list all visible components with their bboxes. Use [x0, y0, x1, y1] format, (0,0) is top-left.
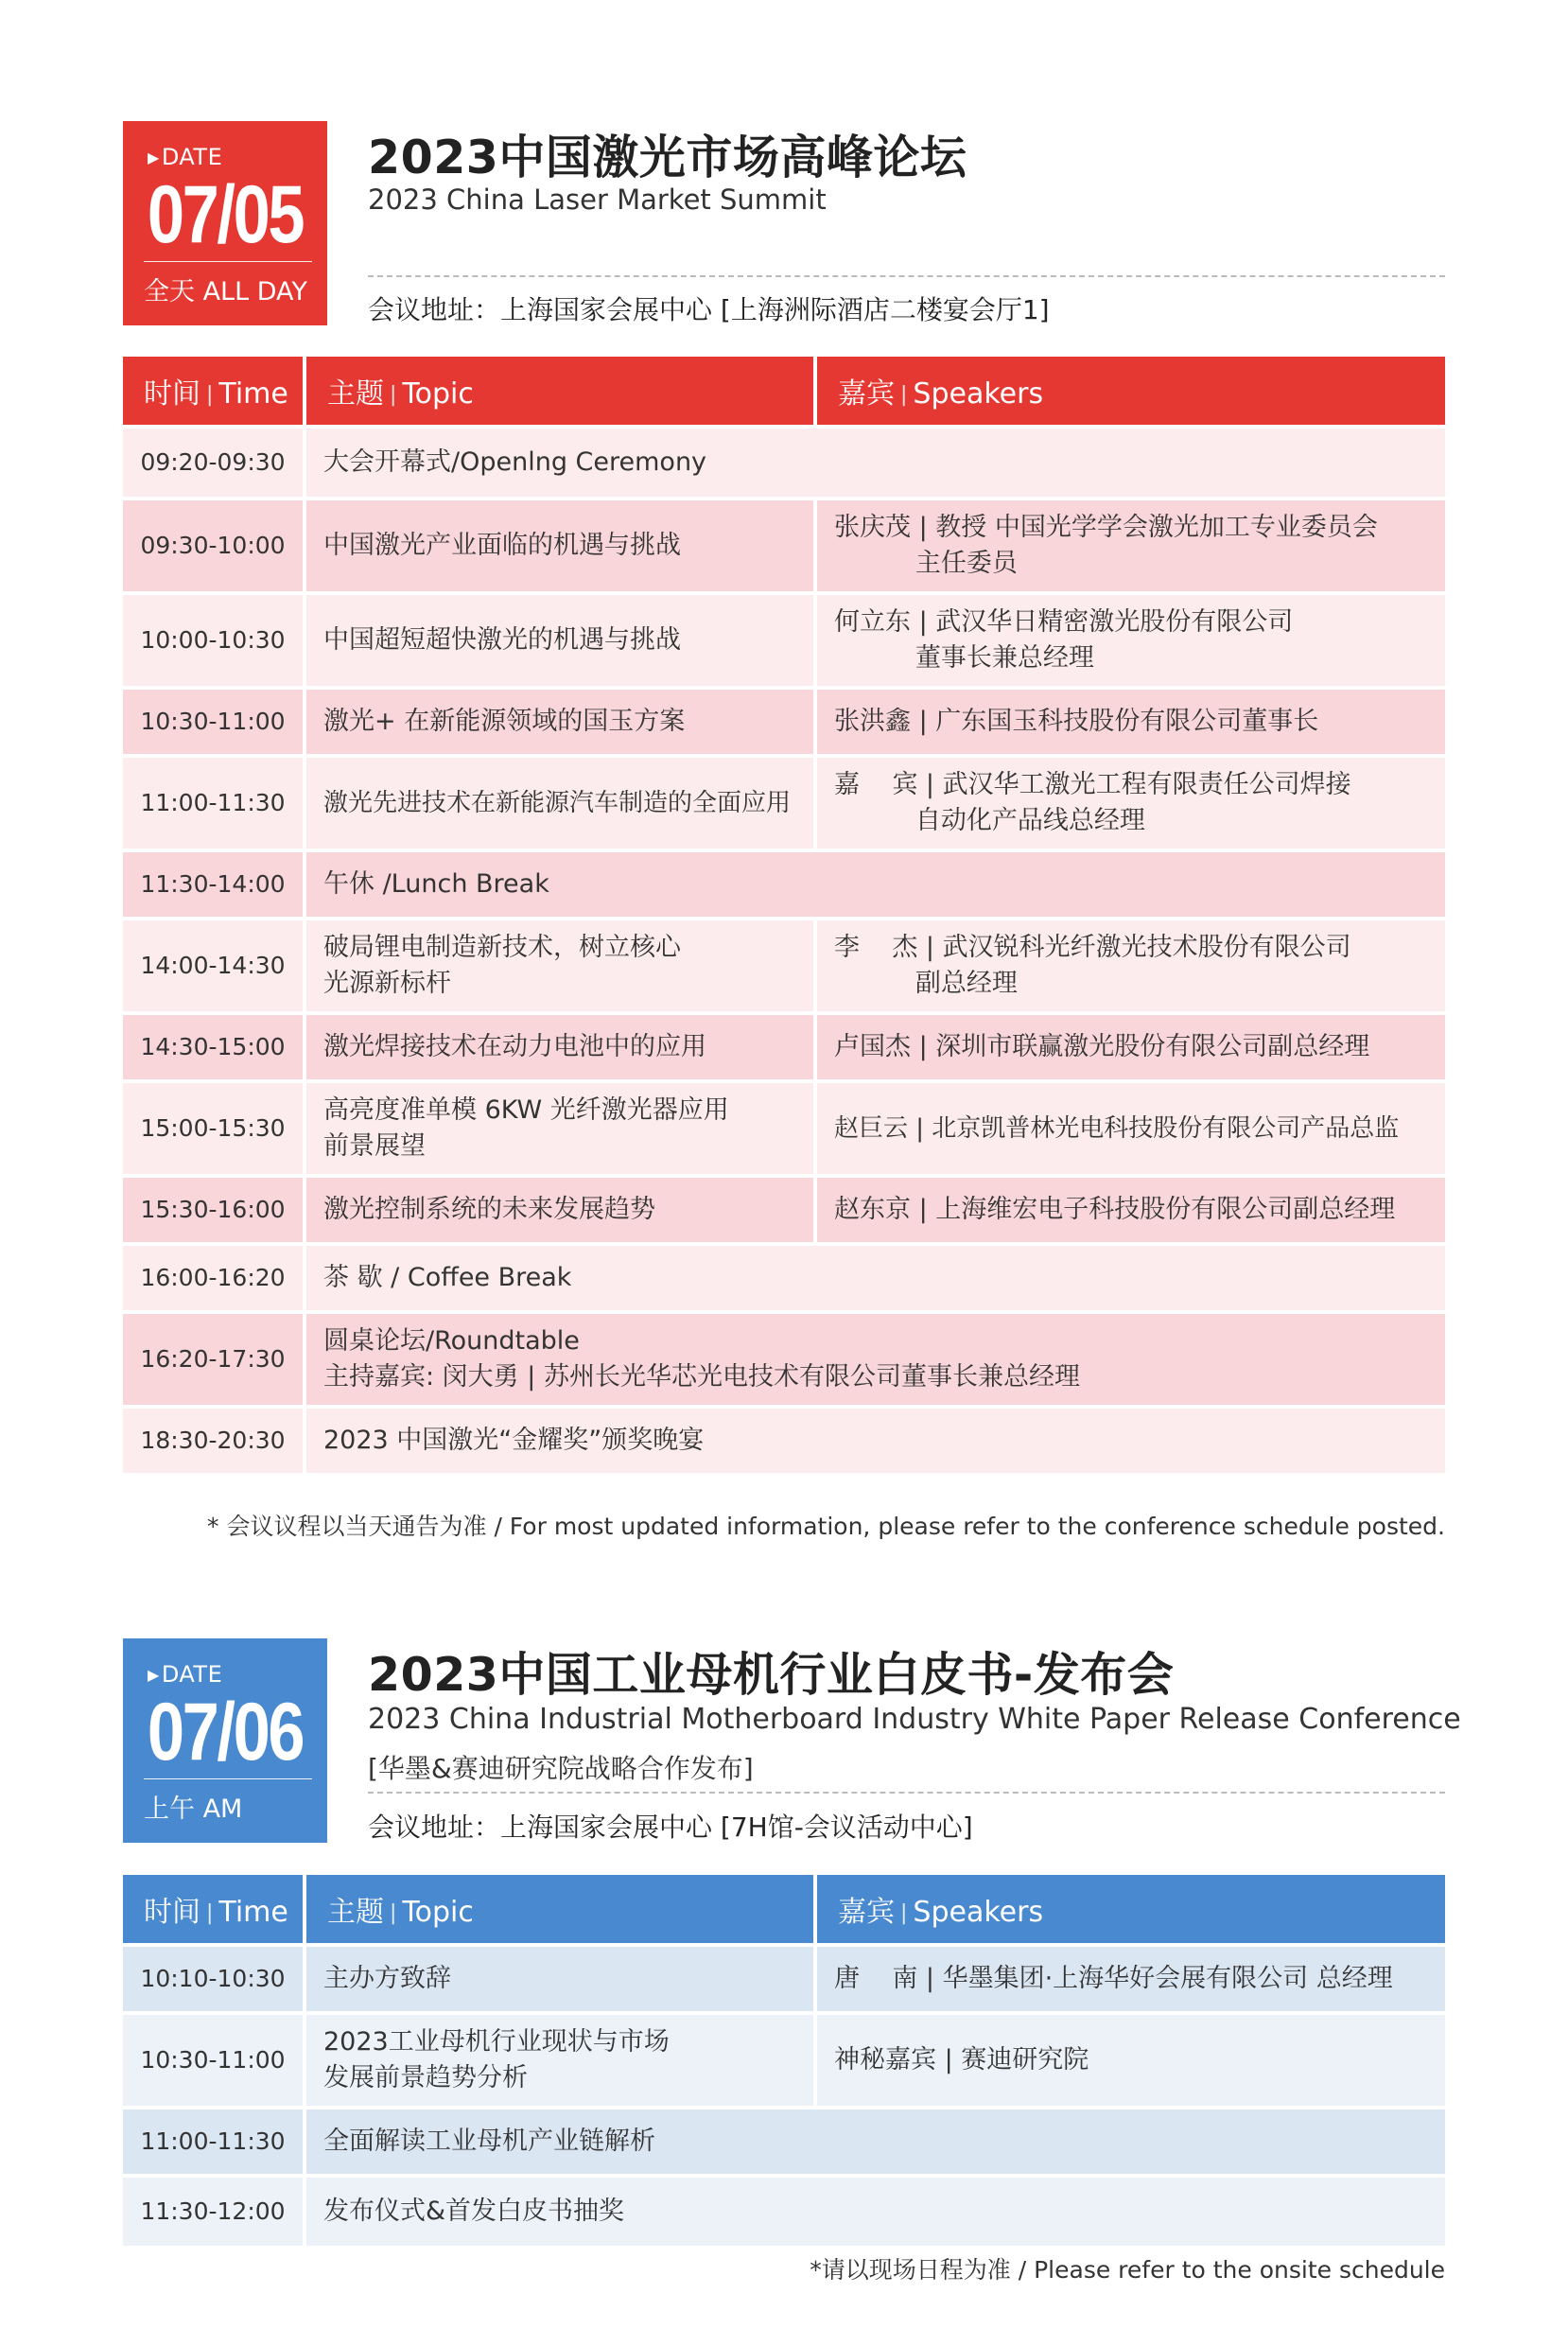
row-topic: 午休 /Lunch Break: [303, 852, 1445, 917]
row-topic: 主办方致辞: [303, 1947, 813, 2011]
row-time: 11:30-14:00: [123, 852, 303, 917]
table-header-row: [123, 1875, 1445, 1943]
table-row: [123, 595, 1445, 686]
table-row: [123, 758, 1445, 849]
row-speaker: 卢国杰 | 深圳市联赢激光股份有限公司副总经理: [813, 1015, 1445, 1079]
row-time: 11:00-11:30: [123, 2110, 303, 2174]
day2-note: *请以现场日程为准 / Please refer to the onsite schedule: [810, 2256, 1445, 2284]
day2-date-box: [123, 1638, 327, 1843]
triangle-icon: ▶: [148, 1666, 160, 1684]
row-speaker: 赵巨云 | 北京凯普林光电科技股份有限公司产品总监: [813, 1083, 1445, 1174]
row-topic: 中国超短超快激光的机遇与挑战: [303, 595, 813, 686]
day2-section: [123, 1638, 1461, 2301]
day1-venue: 会议地址：上海国家会展中心 [上海洲际酒店二楼宴会厅1]: [368, 294, 1050, 325]
table-row: [123, 1409, 1445, 1473]
day2-subtitle-2: [华墨&赛迪研究院战略合作发布]: [368, 1753, 754, 1784]
table-row: [123, 2015, 1445, 2106]
row-speaker: 李 杰 | 武汉锐科光纤激光技术股份有限公司 副总经理: [813, 920, 1445, 1011]
day2-date-divider: [144, 1778, 312, 1779]
table-header-row: [123, 357, 1445, 425]
row-speaker: 神秘嘉宾 | 赛迪研究院: [813, 2015, 1445, 2106]
day1-date-divider: [144, 261, 312, 262]
row-speaker: 张庆茂 | 教授 中国光学学会激光加工专业委员会 主任委员: [813, 500, 1445, 591]
table-row: [123, 690, 1445, 754]
row-topic: 圆桌论坛/Roundtable 主持嘉宾: 闵大勇 | 苏州长光华芯光电技术有限公司董事长兼总经理: [303, 1314, 1445, 1405]
row-topic: 2023 中国激光“金耀奖”颁奖晚宴: [303, 1409, 1445, 1473]
row-topic: 中国激光产业面临的机遇与挑战: [303, 500, 813, 591]
row-time: 10:00-10:30: [123, 595, 303, 686]
day1-section: [123, 121, 1445, 1559]
row-time: 09:30-10:00: [123, 500, 303, 591]
row-time: 09:20-09:30: [123, 429, 303, 497]
row-topic: 2023工业母机行业现状与市场 发展前景趋势分析: [303, 2015, 813, 2106]
table-row: [123, 920, 1445, 1011]
table-row: [123, 1015, 1445, 1079]
day2-date-label: ▶DATE: [148, 1661, 223, 1688]
day2-subtitle: 2023 China Industrial Motherboard Industry White Paper Release Conference: [368, 1703, 1461, 1736]
table-row: [123, 1178, 1445, 1242]
row-time: 10:30-11:00: [123, 2015, 303, 2106]
day2-date: 07/06: [147, 1687, 304, 1777]
table-row: [123, 1947, 1445, 2011]
header-time: 时间 | Time: [123, 357, 303, 425]
row-time: 16:20-17:30: [123, 1314, 303, 1405]
row-speaker: 张洪鑫 | 广东国玉科技股份有限公司董事长: [813, 690, 1445, 754]
table-row: [123, 1083, 1445, 1174]
row-topic: 破局锂电制造新技术，树立核心 光源新标杆: [303, 920, 813, 1011]
header-topic: 主题 | Topic: [303, 357, 813, 425]
day1-date-box: [123, 121, 327, 325]
row-speaker: 唐 南 | 华墨集团·上海华好会展有限公司 总经理: [813, 1947, 1445, 2011]
row-topic: 激光焊接技术在动力电池中的应用: [303, 1015, 813, 1079]
row-time: 18:30-20:30: [123, 1409, 303, 1473]
table-row: [123, 429, 1445, 497]
day1-date-label: ▶DATE: [148, 144, 223, 170]
table-row: [123, 2178, 1445, 2246]
day1-title: 2023中国激光市场高峰论坛: [368, 131, 967, 184]
row-speaker: 赵东京 | 上海维宏电子科技股份有限公司副总经理: [813, 1178, 1445, 1242]
day1-subtitle: 2023 China Laser Market Summit: [368, 184, 827, 216]
row-time: 10:30-11:00: [123, 690, 303, 754]
day1-period: 全天 ALL DAY: [144, 277, 307, 306]
row-speaker: 何立东 | 武汉华日精密激光股份有限公司 董事长兼总经理: [813, 595, 1445, 686]
day2-divider: [368, 1792, 1445, 1794]
table-row: [123, 2110, 1445, 2174]
row-time: 15:30-16:00: [123, 1178, 303, 1242]
day1-divider: [368, 275, 1445, 277]
table-row: [123, 1314, 1445, 1405]
day2-title: 2023中国工业母机行业白皮书-发布会: [368, 1648, 1175, 1702]
table-row: [123, 852, 1445, 917]
row-topic: 发布仪式&首发白皮书抽奖: [303, 2178, 1445, 2246]
row-topic: 大会开幕式/Openlng Ceremony: [303, 429, 1445, 497]
row-time: 14:00-14:30: [123, 920, 303, 1011]
row-topic: 激光+ 在新能源领域的国玉方案: [303, 690, 813, 754]
row-topic: 激光先进技术在新能源汽车制造的全面应用: [303, 758, 813, 849]
row-time: 15:00-15:30: [123, 1083, 303, 1174]
day2-period: 上午 AM: [144, 1795, 243, 1824]
table-row: [123, 1246, 1445, 1310]
row-time: 14:30-15:00: [123, 1015, 303, 1079]
row-time: 11:30-12:00: [123, 2178, 303, 2246]
table-row: [123, 500, 1445, 591]
row-topic: 高亮度准单模 6KW 光纤激光器应用 前景展望: [303, 1083, 813, 1174]
header-topic: 主题 | Topic: [303, 1875, 813, 1943]
row-time: 10:10-10:30: [123, 1947, 303, 2011]
header-time: 时间 | Time: [123, 1875, 303, 1943]
day2-schedule-table: [123, 1871, 1445, 2250]
header-speakers: 嘉宾 | Speakers: [813, 357, 1445, 425]
row-time: 11:00-11:30: [123, 758, 303, 849]
header-speakers: 嘉宾 | Speakers: [813, 1875, 1445, 1943]
row-topic: 激光控制系统的未来发展趋势: [303, 1178, 813, 1242]
day1-schedule-table: [123, 353, 1445, 1477]
row-time: 16:00-16:20: [123, 1246, 303, 1310]
triangle-icon: ▶: [148, 149, 160, 166]
row-topic: 茶 歇 / Coffee Break: [303, 1246, 1445, 1310]
day1-note: * 会议议程以当天通告为准 / For most updated information, please refer to the conference schedule posted.: [207, 1513, 1445, 1540]
day2-venue: 会议地址：上海国家会展中心 [7H馆-会议活动中心]: [368, 1812, 973, 1843]
row-topic: 全面解读工业母机产业链解析: [303, 2110, 1445, 2174]
row-speaker: 嘉 宾 | 武汉华工激光工程有限责任公司焊接 自动化产品线总经理: [813, 758, 1445, 849]
day1-date: 07/05: [147, 169, 304, 260]
